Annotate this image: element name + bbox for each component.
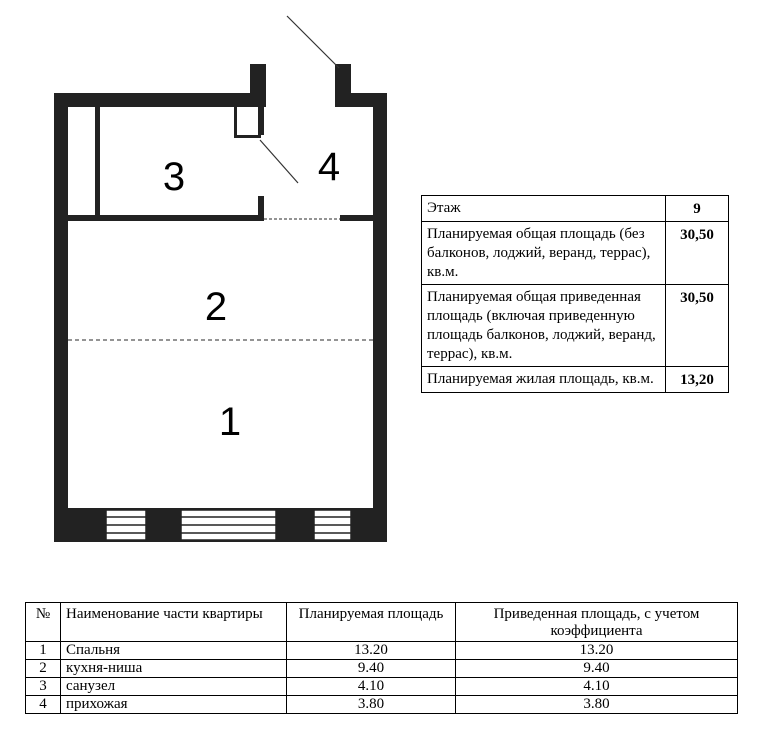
- cell-area: 3.80: [287, 696, 456, 714]
- cell-reduced-area: 9.40: [456, 660, 738, 678]
- wall: [250, 64, 266, 107]
- table-row: [26, 660, 738, 678]
- info-value: 30,50: [666, 285, 729, 367]
- info-row: [422, 196, 729, 222]
- cell-num: 4: [26, 696, 61, 714]
- info-label: Планируемая жилая площадь, кв.м.: [422, 367, 666, 393]
- cell-name: Спальня: [61, 642, 287, 660]
- column-header: Приведенная площадь, с учетом коэффициента: [456, 603, 738, 642]
- cell-name: санузел: [61, 678, 287, 696]
- room-number: 2: [204, 285, 228, 329]
- room-number: 3: [162, 155, 186, 199]
- table-row: [26, 642, 738, 660]
- info-value: 9: [666, 196, 729, 222]
- apartment-info-table: [421, 195, 729, 393]
- cell-reduced-area: 4.10: [456, 678, 738, 696]
- wall: [95, 107, 100, 219]
- cell-num: 2: [26, 660, 61, 678]
- cell-reduced-area: 13.20: [456, 642, 738, 660]
- entrance-door: [287, 16, 339, 68]
- room-number: 1: [218, 400, 242, 444]
- floor-plan: [0, 0, 400, 560]
- column-header: Наименование части квартиры: [61, 603, 287, 642]
- wall: [234, 107, 237, 138]
- cell-area: 13.20: [287, 642, 456, 660]
- cell-name: кухня-ниша: [61, 660, 287, 678]
- room-number: 4: [317, 145, 341, 189]
- column-header: №: [26, 603, 61, 642]
- wall: [234, 135, 261, 138]
- wall: [258, 196, 264, 221]
- wall: [54, 93, 266, 107]
- table-row: [26, 696, 738, 714]
- cell-area: 9.40: [287, 660, 456, 678]
- wall: [340, 215, 373, 221]
- table-row: [26, 678, 738, 696]
- info-value: 13,20: [666, 367, 729, 393]
- info-label: Этаж: [422, 196, 666, 222]
- info-label: Планируемая общая площадь (без балконов, лоджий, веранд, террас), кв.м.: [422, 222, 666, 285]
- cell-reduced-area: 3.80: [456, 696, 738, 714]
- column-header: Планируемая площадь: [287, 603, 456, 642]
- wall: [68, 215, 264, 221]
- cell-name: прихожая: [61, 696, 287, 714]
- info-label: Планируемая общая приведенная площадь (включая приведенную площадь балконов, лоджий, веранд, террас), кв.м.: [422, 285, 666, 367]
- table-header-row: [26, 603, 738, 642]
- info-row: [422, 222, 729, 285]
- info-row: [422, 285, 729, 367]
- wall: [335, 64, 351, 107]
- wall: [54, 93, 68, 542]
- cell-area: 4.10: [287, 678, 456, 696]
- info-value: 30,50: [666, 222, 729, 285]
- wall: [258, 107, 264, 135]
- cell-num: 1: [26, 642, 61, 660]
- rooms-table: [25, 602, 738, 714]
- wall: [373, 93, 387, 542]
- cell-num: 3: [26, 678, 61, 696]
- info-row: [422, 367, 729, 393]
- bathroom-door: [260, 140, 298, 183]
